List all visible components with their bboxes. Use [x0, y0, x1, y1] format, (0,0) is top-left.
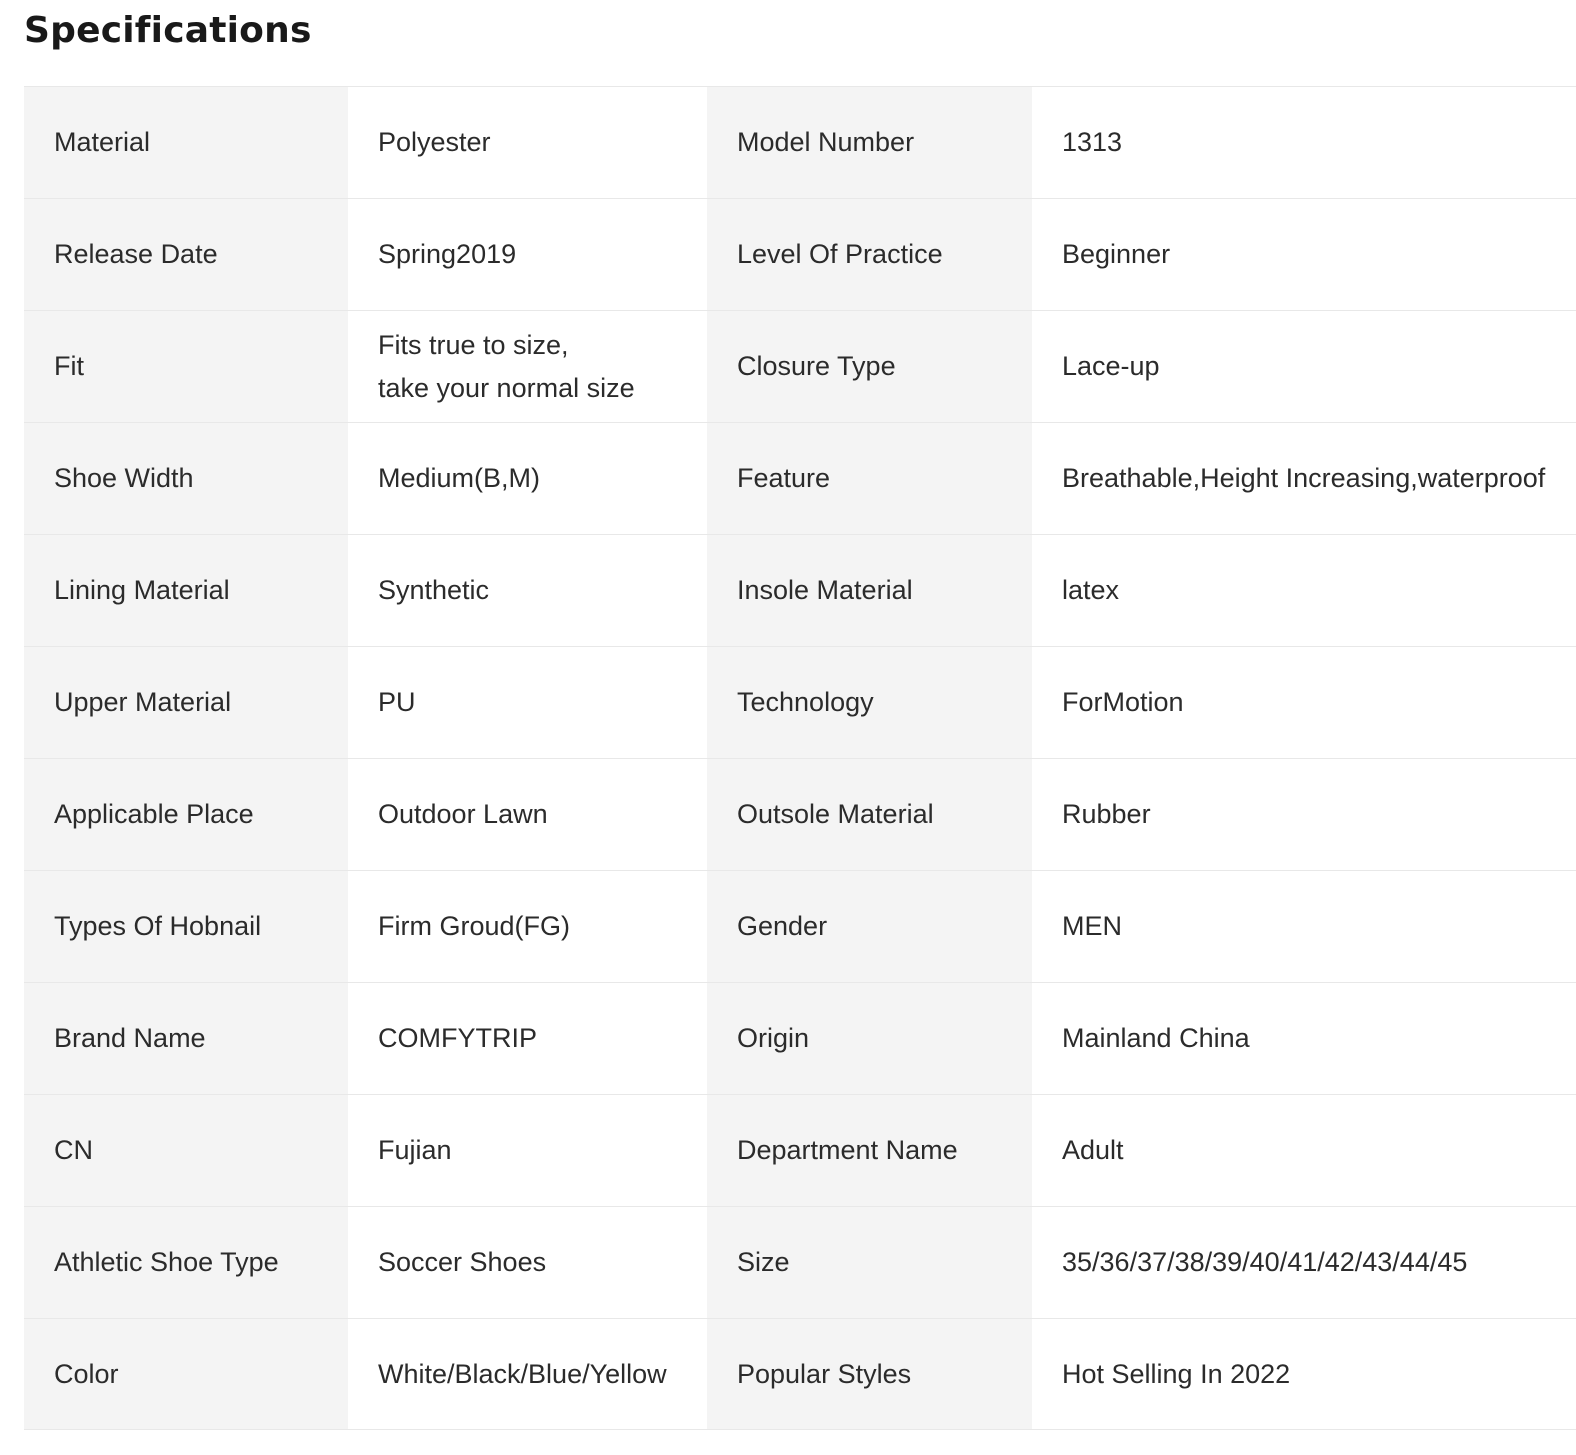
- spec-label: Insole Material: [707, 535, 1032, 646]
- page-title: Specifications: [24, 10, 312, 51]
- specifications-table: [24, 86, 1576, 1430]
- spec-value: Mainland China: [1032, 983, 1576, 1094]
- spec-row: [24, 758, 1576, 870]
- spec-value: Rubber: [1032, 759, 1576, 870]
- spec-label: Color: [24, 1319, 348, 1429]
- spec-label: Level Of Practice: [707, 199, 1032, 310]
- spec-label: Brand Name: [24, 983, 348, 1094]
- spec-row: [24, 422, 1576, 534]
- spec-row: [24, 646, 1576, 758]
- spec-label: Outsole Material: [707, 759, 1032, 870]
- spec-value: 35/36/37/38/39/40/41/42/43/44/45: [1032, 1207, 1576, 1318]
- spec-value: White/Black/Blue/Yellow: [348, 1319, 707, 1429]
- spec-value: Adult: [1032, 1095, 1576, 1206]
- spec-label: Closure Type: [707, 311, 1032, 422]
- spec-value: Polyester: [348, 87, 707, 198]
- spec-value: PU: [348, 647, 707, 758]
- spec-label: Origin: [707, 983, 1032, 1094]
- spec-value: Hot Selling In 2022: [1032, 1319, 1576, 1429]
- spec-row: [24, 310, 1576, 422]
- spec-value: Beginner: [1032, 199, 1576, 310]
- spec-label: Fit: [24, 311, 348, 422]
- spec-row: [24, 534, 1576, 646]
- spec-label: Feature: [707, 423, 1032, 534]
- spec-label: Department Name: [707, 1095, 1032, 1206]
- spec-value: Soccer Shoes: [348, 1207, 707, 1318]
- spec-label: Types Of Hobnail: [24, 871, 348, 982]
- spec-label: Gender: [707, 871, 1032, 982]
- spec-row: [24, 1318, 1576, 1430]
- spec-label: Popular Styles: [707, 1319, 1032, 1429]
- spec-label: Shoe Width: [24, 423, 348, 534]
- spec-value: Medium(B,M): [348, 423, 707, 534]
- spec-row: [24, 198, 1576, 310]
- spec-value: 1313: [1032, 87, 1576, 198]
- spec-label: Size: [707, 1207, 1032, 1318]
- spec-row: [24, 1094, 1576, 1206]
- spec-value: Breathable,Height Increasing,waterproof: [1032, 423, 1576, 534]
- spec-label: Technology: [707, 647, 1032, 758]
- spec-label: Applicable Place: [24, 759, 348, 870]
- spec-value: ForMotion: [1032, 647, 1576, 758]
- spec-label: Model Number: [707, 87, 1032, 198]
- spec-label: Release Date: [24, 199, 348, 310]
- spec-value: latex: [1032, 535, 1576, 646]
- spec-label: Athletic Shoe Type: [24, 1207, 348, 1318]
- spec-value: Fits true to size, take your normal size: [348, 311, 707, 422]
- spec-value: COMFYTRIP: [348, 983, 707, 1094]
- spec-row: [24, 1206, 1576, 1318]
- spec-label: Material: [24, 87, 348, 198]
- spec-value: Outdoor Lawn: [348, 759, 707, 870]
- spec-row: [24, 86, 1576, 198]
- spec-value: Fujian: [348, 1095, 707, 1206]
- spec-value: Spring2019: [348, 199, 707, 310]
- spec-label: Lining Material: [24, 535, 348, 646]
- spec-label: CN: [24, 1095, 348, 1206]
- spec-value: Firm Groud(FG): [348, 871, 707, 982]
- spec-label: Upper Material: [24, 647, 348, 758]
- spec-row: [24, 870, 1576, 982]
- spec-value: MEN: [1032, 871, 1576, 982]
- spec-value: Synthetic: [348, 535, 707, 646]
- spec-row: [24, 982, 1576, 1094]
- spec-value: Lace-up: [1032, 311, 1576, 422]
